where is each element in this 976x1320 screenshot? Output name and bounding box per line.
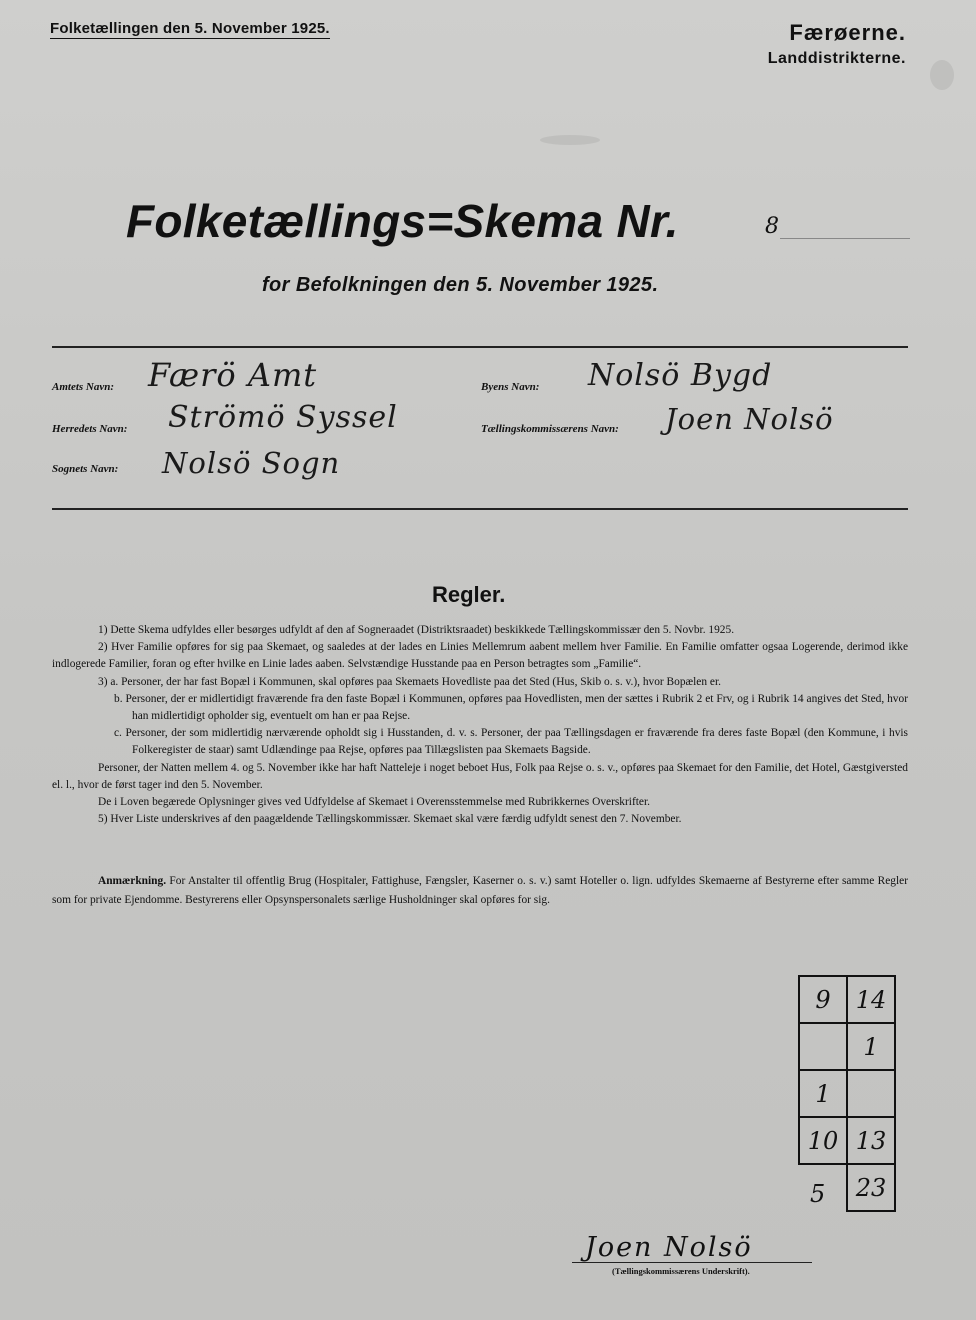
tally-cell: 1 bbox=[798, 1069, 848, 1118]
anmaerkning-text: For Anstalter til offentlig Brug (Hospitaler, Fattighuse, Fængsler, Kaserner o. s. v.) samt Hoteller o. lign. udfyldes Skemaerne af Bestyrerne efter samme Regler som for private Ejendomme. Bestyrerens eller Opsynspersonalets særlige Husholdninger skal opføres for sig. bbox=[52, 875, 908, 906]
by-value: Nolsö Bygd bbox=[588, 358, 773, 393]
amt-label: Amtets Navn: bbox=[52, 381, 115, 393]
rule-3c: c. Personer, der som midlertidig nærværende opholdt sig i Husstanden, d. v. s. Personer, der paa Tællingsdagen er fraværende fra deres faste Bopæl (den Kommune, i hvis Folkeregister de staar) samt Udlændinge paa Rejse, opføres paa Tillægslisten paa Skemaets Bagside. bbox=[114, 727, 908, 757]
rule-2: 2) Hver Familie opføres for sig paa Skemaet, og saaledes at der lades en Linies Mellemrum aabent mellem hver Familie. En Familie omfatter ogsaa Logerende, derimod ikke indlogerede Familier, foran og efter hvilke en Linie lades aaben. Selvstændige Husstande paa en Person betragtes som „Familie“. bbox=[52, 641, 908, 671]
paper-smudge bbox=[540, 135, 600, 145]
tally-cell: 9 bbox=[798, 975, 848, 1024]
district-name: Landdistrikterne. bbox=[767, 50, 906, 67]
amt-value: Færö Amt bbox=[148, 356, 318, 394]
form-title: Folketællings=Skema Nr. bbox=[126, 195, 679, 247]
by-label: Byens Navn: bbox=[481, 381, 540, 393]
region-name: Færøerne. bbox=[789, 20, 906, 45]
census-date-header: Folketællingen den 5. November 1925. bbox=[50, 20, 330, 37]
rules-text bbox=[52, 622, 908, 828]
region-header bbox=[768, 20, 906, 68]
signature-line bbox=[572, 1262, 812, 1263]
anmaerkning-label: Anmærkning. bbox=[98, 875, 167, 887]
form-subtitle: for Befolkningen den 5. November 1925. bbox=[262, 274, 659, 296]
tally-cell: 23 bbox=[846, 1163, 896, 1212]
paper-smudge bbox=[930, 60, 954, 90]
tally-cell: 10 bbox=[798, 1116, 848, 1165]
sogn-label: Sognets Navn: bbox=[52, 463, 119, 475]
signature-caption: (Tællingskommissærens Underskrift). bbox=[612, 1266, 750, 1276]
tally-box bbox=[798, 975, 894, 1210]
rule-5: 5) Hver Liste underskrives af den paagældende Tællingskommissær. Skemaet skal være færdig udfyldt senest den 7. November. bbox=[98, 813, 682, 826]
form-number-line bbox=[780, 238, 910, 239]
rule-3b: b. Personer, der er midlertidigt fraværende fra den faste Bopæl i Kommunen, opføres paa Hovedlisten, men der sættes i Rubrik 2 et Frv, og i Rubrik 14 angives det Sted, hvor han midlertidigt opholder sig, eventuelt om han er paa Rejse. bbox=[114, 692, 908, 723]
top-divider bbox=[52, 346, 908, 348]
kommissaer-label: Tællingskommissærens Navn: bbox=[481, 423, 619, 435]
sogn-value: Nolsö Sogn bbox=[162, 446, 341, 480]
tally-extra-mark: 5 bbox=[810, 1180, 826, 1208]
tally-cell: 13 bbox=[846, 1116, 896, 1165]
rule-3a: 3) a. Personer, der har fast Bopæl i Kommunen, skal opføres paa Skemaets Hovedliste paa det Sted (Hus, Skib o. s. v.), hvor Bopælen er. bbox=[98, 675, 721, 688]
tally-cell: 1 bbox=[846, 1022, 896, 1071]
bottom-divider bbox=[52, 508, 908, 510]
signature-handwriting: Joen Nolsö bbox=[585, 1232, 753, 1263]
herred-label: Herredets Navn: bbox=[52, 423, 128, 435]
tally-cell: 14 bbox=[846, 975, 896, 1024]
rule-1: 1) Dette Skema udfyldes eller besørges udfyldt af den af Sogneraadet (Distriktsraadet) beskikkede Tællingskommissær den 5. Novbr. 1925. bbox=[98, 624, 735, 636]
tally-cell bbox=[798, 1022, 848, 1071]
herred-value: Strömö Syssel bbox=[168, 400, 398, 435]
rules-heading: Regler. bbox=[432, 582, 506, 607]
rule-3d: Personer, der Natten mellem 4. og 5. November ikke har haft Natteleje i noget beboet Hus, Folk paa Rejse o. s. v., opføres paa Skemaet for den Familie, det Hotel, Gæstgiversted el. l., hvor de først tager ind den 5. November. bbox=[52, 761, 908, 791]
kommissaer-value: Joen Nolsö bbox=[665, 402, 834, 436]
tally-cell bbox=[846, 1069, 896, 1118]
anmaerkning-note bbox=[52, 872, 908, 910]
form-number: 8 bbox=[765, 214, 779, 239]
rule-4: De i Loven begærede Oplysninger gives ved Udfyldelse af Skemaet i Overensstemmelse med Rubrikkernes Overskrifter. bbox=[98, 796, 650, 809]
